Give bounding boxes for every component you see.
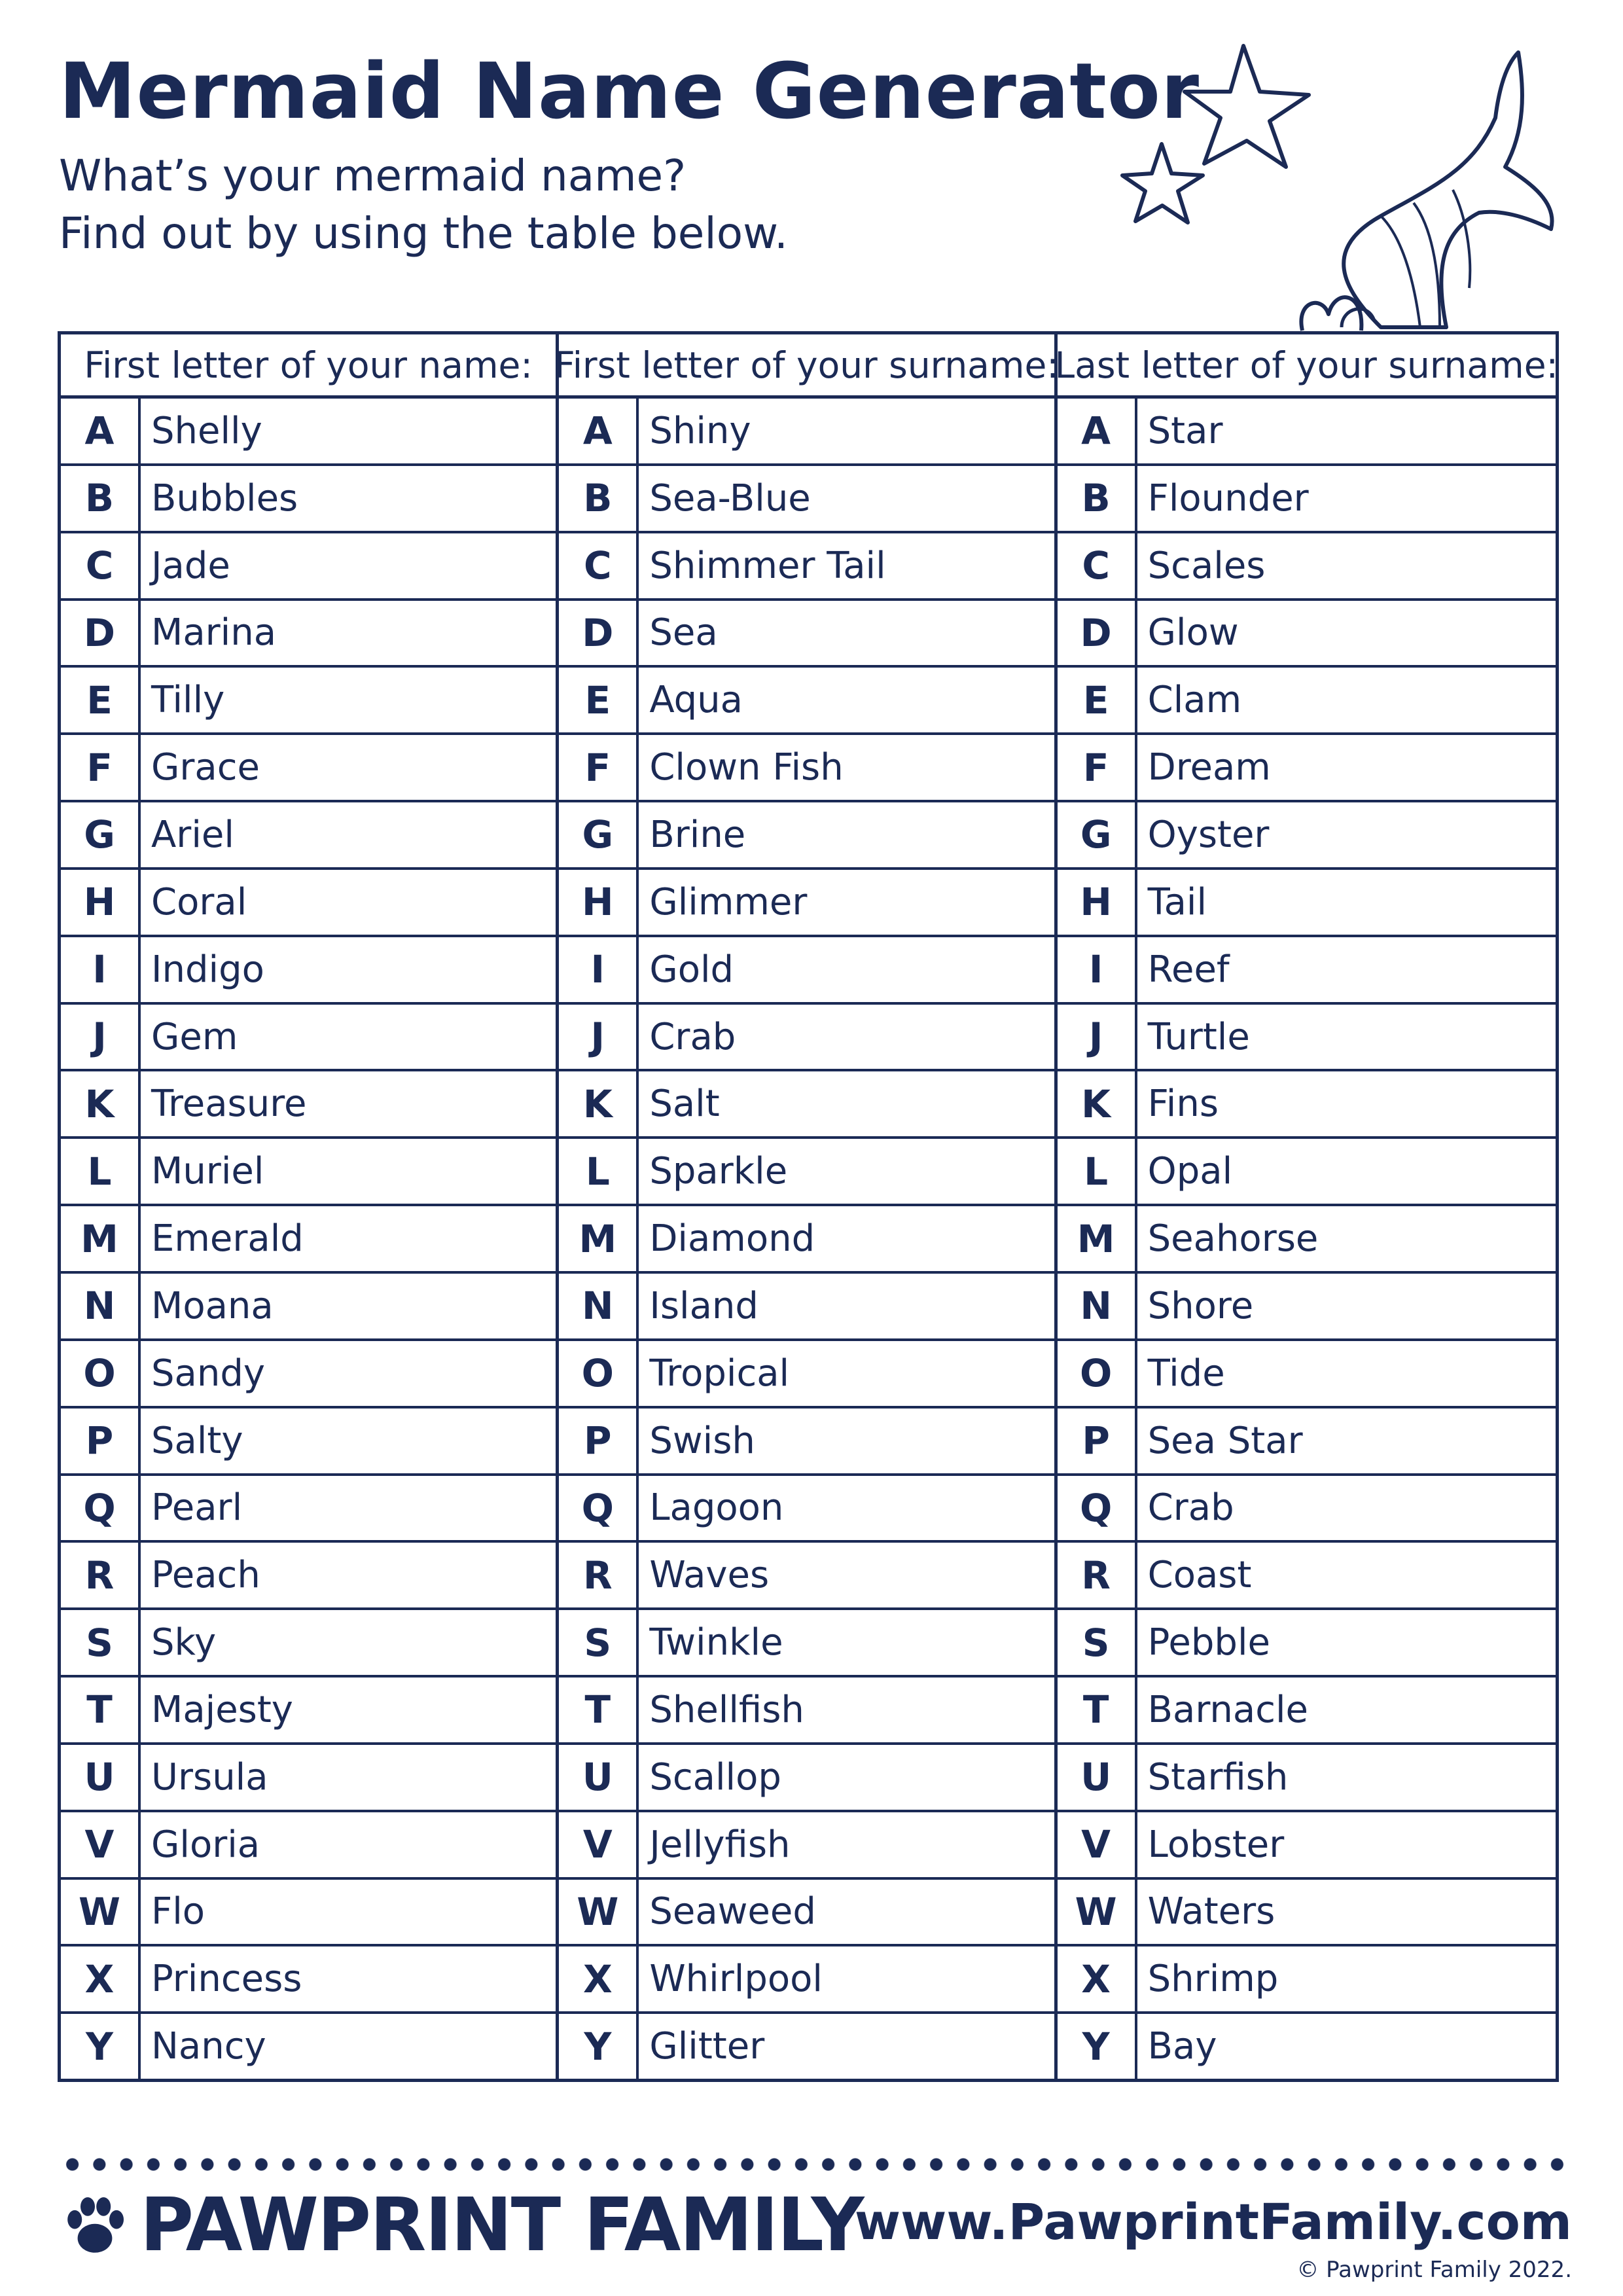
row-word: Shimmer Tail — [649, 544, 886, 587]
table-row — [559, 1206, 1054, 1274]
row-word: Gloria — [151, 1823, 260, 1866]
table-row — [61, 1139, 556, 1206]
table-row — [61, 399, 556, 466]
table-row — [61, 1946, 556, 2014]
starfish-icon — [1122, 144, 1203, 223]
table-row — [1058, 735, 1556, 802]
row-letter: A — [1058, 399, 1137, 463]
row-letter: N — [559, 1274, 639, 1338]
row-word: Seahorse — [1147, 1217, 1319, 1261]
row-word: Jade — [151, 544, 230, 587]
row-word: Salty — [151, 1419, 243, 1462]
row-letter: H — [559, 870, 639, 935]
row-letter: X — [559, 1946, 639, 2011]
row-letter: W — [1058, 1880, 1137, 1945]
table-row — [61, 1745, 556, 1812]
row-letter: V — [61, 1812, 141, 1877]
row-letter: S — [1058, 1610, 1137, 1675]
row-word: Gem — [151, 1015, 238, 1058]
table-row — [559, 1274, 1054, 1341]
table-row — [1058, 1274, 1556, 1341]
row-word: Swish — [649, 1419, 755, 1462]
row-word: Glitter — [649, 2025, 765, 2068]
row-letter: X — [61, 1946, 141, 2011]
table-row — [559, 601, 1054, 668]
table-row — [1058, 1476, 1556, 1543]
row-word: Coral — [151, 880, 247, 924]
row-letter: Q — [61, 1476, 141, 1541]
row-letter: F — [1058, 735, 1137, 800]
starfish-icon — [1185, 46, 1309, 167]
table-row — [559, 870, 1054, 937]
table-row — [1058, 870, 1556, 937]
row-letter: M — [1058, 1206, 1137, 1271]
row-letter: B — [61, 466, 141, 531]
row-word: Whirlpool — [649, 1958, 823, 2001]
row-word: Waves — [649, 1554, 770, 1597]
table-row — [61, 2014, 556, 2079]
row-letter: V — [1058, 1812, 1137, 1877]
table-row — [61, 1341, 556, 1408]
row-word: Indigo — [151, 948, 264, 991]
row-word: Moana — [151, 1284, 274, 1327]
row-letter: N — [61, 1274, 141, 1338]
row-word: Sky — [151, 1621, 217, 1664]
table-row — [61, 1274, 556, 1341]
table-row — [559, 1880, 1054, 1947]
row-letter: X — [1058, 1946, 1137, 2011]
table-row — [1058, 1812, 1556, 1880]
row-word: Tropical — [649, 1352, 790, 1395]
row-letter: S — [559, 1610, 639, 1675]
table-row — [1058, 601, 1556, 668]
row-letter: C — [1058, 533, 1137, 598]
row-word: Clown Fish — [649, 746, 844, 789]
row-letter: D — [559, 601, 639, 666]
table-row — [1058, 1071, 1556, 1139]
row-letter: L — [61, 1139, 141, 1204]
table-row — [1058, 1543, 1556, 1610]
row-word: Grace — [151, 746, 260, 789]
row-word: Pearl — [151, 1486, 243, 1530]
row-letter: U — [559, 1745, 639, 1810]
table-row — [559, 937, 1054, 1005]
row-word: Tail — [1147, 880, 1207, 924]
table-row — [61, 1071, 556, 1139]
row-word: Princess — [151, 1958, 302, 2001]
row-word: Ariel — [151, 813, 234, 856]
row-letter: E — [559, 668, 639, 732]
row-word: Diamond — [649, 1217, 815, 1261]
row-letter: T — [61, 1677, 141, 1742]
row-letter: F — [559, 735, 639, 800]
row-word: Reef — [1147, 948, 1230, 991]
row-word: Peach — [151, 1554, 260, 1597]
table-row — [559, 1005, 1054, 1072]
table-row — [559, 1071, 1054, 1139]
brand-logo — [59, 2183, 863, 2268]
table-row — [1058, 1408, 1556, 1476]
row-word: Sea-Blue — [649, 476, 811, 520]
table-row — [559, 1677, 1054, 1745]
row-word: Scallop — [649, 1755, 781, 1799]
row-letter: O — [61, 1341, 141, 1406]
copyright-notice: © Pawprint Family 2022. — [1296, 2257, 1572, 2283]
row-word: Sparkle — [649, 1150, 788, 1193]
row-word: Shellfish — [649, 1688, 804, 1731]
row-word: Glimmer — [649, 880, 808, 924]
row-word: Nancy — [151, 2025, 266, 2068]
row-word: Scales — [1147, 544, 1266, 587]
row-letter: C — [559, 533, 639, 598]
row-letter: B — [1058, 466, 1137, 531]
row-letter: M — [559, 1206, 639, 1271]
row-letter: C — [61, 533, 141, 598]
table-row — [1058, 1005, 1556, 1072]
table-row — [559, 1745, 1054, 1812]
row-letter: D — [1058, 601, 1137, 666]
column-surname-last — [1054, 334, 1559, 2079]
table-row — [1058, 937, 1556, 1005]
row-letter: H — [61, 870, 141, 935]
row-word: Flounder — [1147, 476, 1309, 520]
table-row — [1058, 1880, 1556, 1947]
row-word: Sea — [649, 611, 718, 655]
table-row — [61, 1610, 556, 1677]
table-row — [61, 1005, 556, 1072]
row-letter: J — [61, 1005, 141, 1069]
row-word: Bay — [1147, 2025, 1217, 2068]
table-row — [61, 1677, 556, 1745]
table-row — [559, 533, 1054, 601]
row-letter: A — [559, 399, 639, 463]
brand-name: PAWPRINT FAMILY — [140, 2183, 863, 2268]
row-word: Jellyfish — [649, 1823, 791, 1866]
table-row — [1058, 1677, 1556, 1745]
row-letter: P — [1058, 1408, 1137, 1473]
row-letter: U — [1058, 1745, 1137, 1810]
row-word: Clam — [1147, 679, 1242, 722]
row-letter: F — [61, 735, 141, 800]
row-letter: G — [61, 802, 141, 867]
column-surname-first — [554, 334, 1059, 2079]
table-row — [559, 1408, 1054, 1476]
row-letter: Q — [559, 1476, 639, 1541]
paw-icon — [59, 2189, 131, 2261]
row-word: Treasure — [151, 1083, 307, 1126]
table-row — [559, 466, 1054, 533]
row-word: Fins — [1147, 1083, 1219, 1126]
table-row — [1058, 1745, 1556, 1812]
row-word: Ursula — [151, 1755, 268, 1799]
column-header: First letter of your name: — [61, 334, 556, 399]
row-letter: J — [559, 1005, 639, 1069]
table-row — [1058, 533, 1556, 601]
table-row — [61, 1880, 556, 1947]
row-letter: G — [1058, 802, 1137, 867]
row-letter: K — [61, 1071, 141, 1136]
row-word: Oyster — [1147, 813, 1270, 856]
row-word: Island — [649, 1284, 758, 1327]
row-letter: D — [61, 601, 141, 666]
mermaid-tail-illustration — [1106, 39, 1564, 334]
row-word: Shore — [1147, 1284, 1254, 1327]
row-letter: R — [1058, 1543, 1137, 1607]
table-row — [61, 601, 556, 668]
table-row — [559, 1543, 1054, 1610]
row-letter: P — [61, 1408, 141, 1473]
table-row — [559, 2014, 1054, 2079]
table-row — [61, 802, 556, 870]
row-word: Crab — [649, 1015, 736, 1058]
column-header: First letter of your surname: — [559, 334, 1054, 399]
table-row — [559, 802, 1054, 870]
row-letter: E — [1058, 668, 1137, 732]
row-word: Seaweed — [649, 1890, 816, 1933]
row-word: Salt — [649, 1083, 720, 1126]
row-word: Coast — [1147, 1554, 1252, 1597]
row-letter: Y — [61, 2014, 141, 2079]
row-word: Majesty — [151, 1688, 293, 1731]
row-letter: L — [1058, 1139, 1137, 1204]
row-word: Aqua — [649, 679, 743, 722]
row-letter: R — [559, 1543, 639, 1607]
row-word: Dream — [1147, 746, 1271, 789]
table-row — [61, 1408, 556, 1476]
table-row — [61, 870, 556, 937]
row-letter: T — [1058, 1677, 1137, 1742]
row-word: Turtle — [1147, 1015, 1250, 1058]
table-row — [1058, 1139, 1556, 1206]
table-row — [559, 735, 1054, 802]
table-row — [559, 1341, 1054, 1408]
table-row — [61, 735, 556, 802]
column-header: Last letter of your surname: — [1058, 334, 1556, 399]
row-letter: W — [559, 1880, 639, 1945]
table-row — [559, 1812, 1054, 1880]
row-letter: S — [61, 1610, 141, 1675]
table-row — [1058, 466, 1556, 533]
subtitle-line-1: What’s your mermaid name? — [59, 151, 687, 201]
row-letter: O — [1058, 1341, 1137, 1406]
row-letter: B — [559, 466, 639, 531]
row-word: Brine — [649, 813, 746, 856]
row-letter: N — [1058, 1274, 1137, 1338]
dotted-divider — [59, 2157, 1571, 2172]
table-row — [61, 1476, 556, 1543]
row-word: Lobster — [1147, 1823, 1285, 1866]
table-row — [559, 668, 1054, 735]
row-letter: K — [559, 1071, 639, 1136]
row-word: Crab — [1147, 1486, 1234, 1530]
row-word: Barnacle — [1147, 1688, 1309, 1731]
row-word: Emerald — [151, 1217, 304, 1261]
subtitle-line-2: Find out by using the table below. — [59, 208, 789, 259]
row-word: Bubbles — [151, 476, 298, 520]
table-row — [61, 1206, 556, 1274]
row-word: Flo — [151, 1890, 205, 1933]
table-row — [1058, 1206, 1556, 1274]
row-letter: T — [559, 1677, 639, 1742]
table-row — [1058, 399, 1556, 466]
row-word: Marina — [151, 611, 277, 655]
row-word: Shrimp — [1147, 1958, 1279, 2001]
row-letter: U — [61, 1745, 141, 1810]
row-word: Pebble — [1147, 1621, 1270, 1664]
row-word: Starfish — [1147, 1755, 1289, 1799]
row-letter: Y — [559, 2014, 639, 2079]
row-word: Shiny — [649, 409, 751, 452]
column-first-name — [61, 334, 559, 2079]
row-letter: W — [61, 1880, 141, 1945]
row-letter: E — [61, 668, 141, 732]
mermaid-tail-icon — [1344, 52, 1552, 327]
table-row — [559, 1476, 1054, 1543]
table-row — [61, 466, 556, 533]
table-row — [559, 1610, 1054, 1677]
row-word: Twinkle — [649, 1621, 783, 1664]
row-letter: O — [559, 1341, 639, 1406]
row-word: Star — [1147, 409, 1223, 452]
table-row — [559, 399, 1054, 466]
table-row — [61, 1543, 556, 1610]
row-word: Lagoon — [649, 1486, 784, 1530]
table-row — [1058, 1946, 1556, 2014]
row-word: Sandy — [151, 1352, 266, 1395]
row-letter: L — [559, 1139, 639, 1204]
row-letter: I — [559, 937, 639, 1002]
table-row — [61, 533, 556, 601]
row-word: Tilly — [151, 679, 225, 722]
table-row — [61, 1812, 556, 1880]
row-letter: I — [61, 937, 141, 1002]
row-word: Tide — [1147, 1352, 1225, 1395]
row-word: Muriel — [151, 1150, 264, 1193]
table-row — [1058, 2014, 1556, 2079]
name-table — [58, 331, 1559, 2082]
table-row — [61, 937, 556, 1005]
row-word: Sea Star — [1147, 1419, 1303, 1462]
row-letter: M — [61, 1206, 141, 1271]
row-letter: K — [1058, 1071, 1137, 1136]
table-row — [1058, 1341, 1556, 1408]
row-letter: A — [61, 399, 141, 463]
row-word: Opal — [1147, 1150, 1233, 1193]
page-title: Mermaid Name Generator — [59, 46, 1200, 136]
row-word: Waters — [1147, 1890, 1275, 1933]
table-row — [1058, 1610, 1556, 1677]
row-letter: G — [559, 802, 639, 867]
row-letter: V — [559, 1812, 639, 1877]
row-letter: I — [1058, 937, 1137, 1002]
table-row — [61, 668, 556, 735]
row-letter: P — [559, 1408, 639, 1473]
row-word: Glow — [1147, 611, 1239, 655]
row-letter: R — [61, 1543, 141, 1607]
table-row — [559, 1946, 1054, 2014]
row-letter: H — [1058, 870, 1137, 935]
row-word: Gold — [649, 948, 734, 991]
website-link[interactable]: www.PawprintFamily.com — [854, 2193, 1572, 2251]
table-row — [1058, 802, 1556, 870]
row-letter: Y — [1058, 2014, 1137, 2079]
row-letter: J — [1058, 1005, 1137, 1069]
row-word: Shelly — [151, 409, 262, 452]
row-letter: Q — [1058, 1476, 1137, 1541]
table-row — [559, 1139, 1054, 1206]
table-row — [1058, 668, 1556, 735]
